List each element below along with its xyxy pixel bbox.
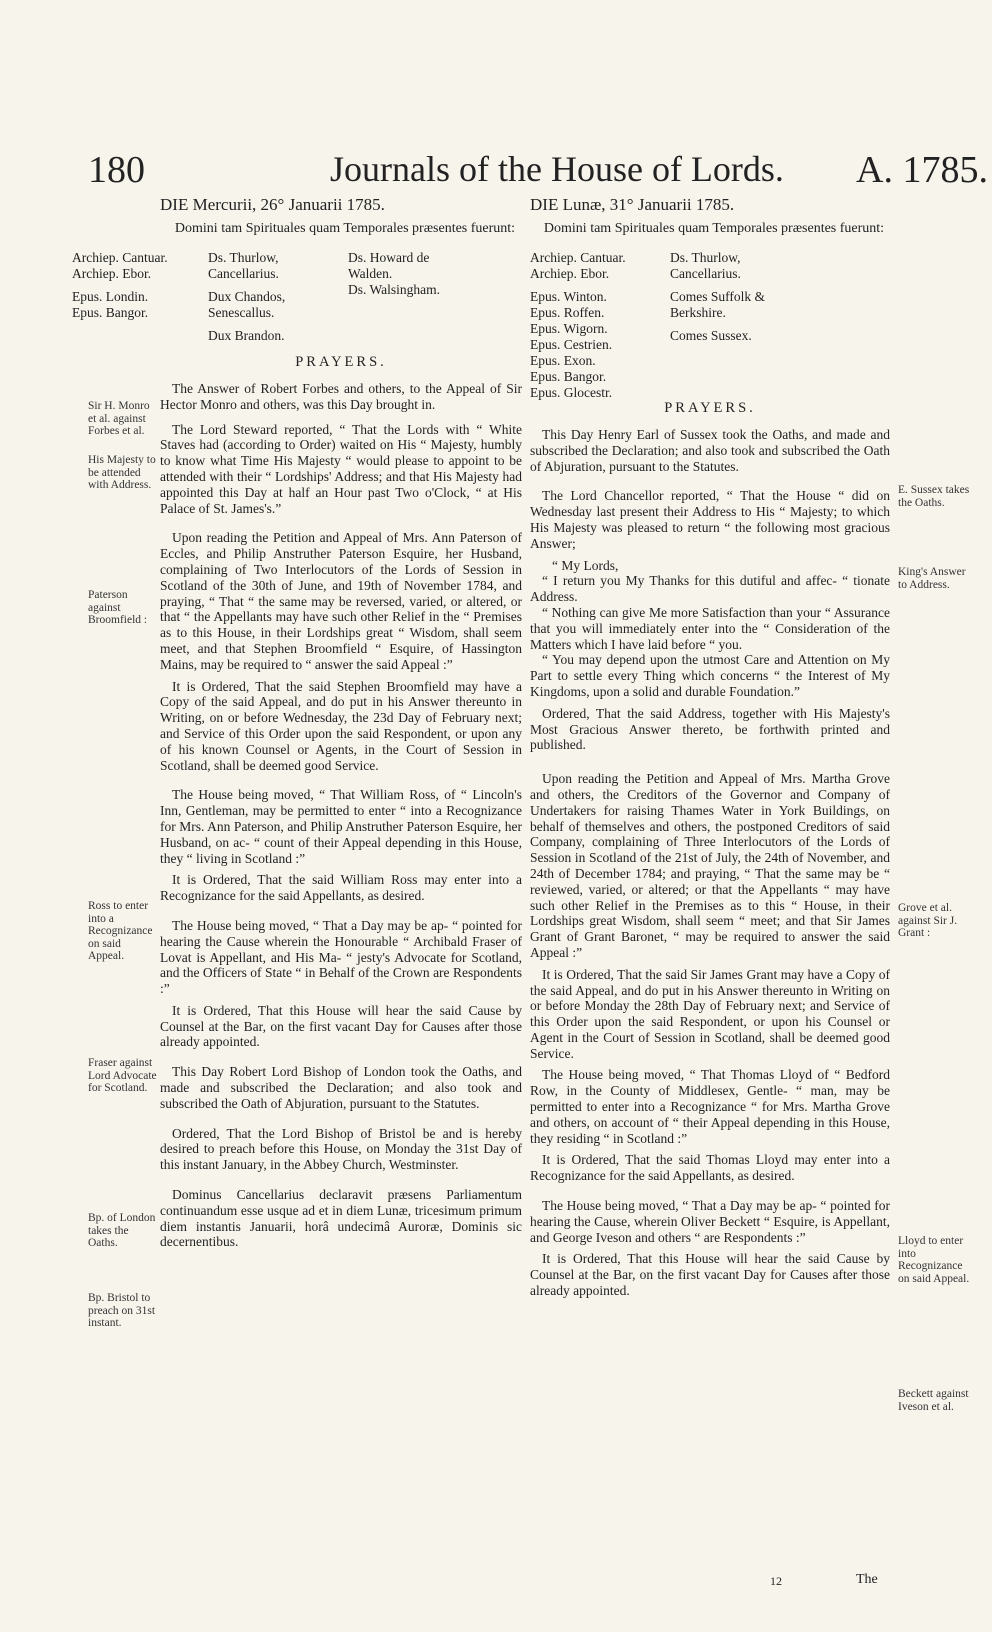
attendee: Epus. Exon. <box>530 353 596 368</box>
attendee: Epus. Londin. <box>72 289 149 304</box>
entry-paragraph: The House being moved, “ That a Day may be ap- “ pointed for hearing the Cause wherein the Honourable “ Archibald Fraser of Lovat is Appellant, and His Ma- “ jesty's Advocate for Scotland, and the Officers of State “ in Behalf of the Crown are Respondents :” <box>160 917 522 997</box>
right-present-heading: Domini tam Spirituales quam Temporales præsentes fuerunt: <box>543 221 885 236</box>
entry-paragraph: It is Ordered, That the said William Ross may enter into a Recognizance for the said Appellants, as desired. <box>160 872 522 904</box>
right-attendance <box>530 250 890 400</box>
margin-note: Ross to enter into a Recognizance on said Appeal. <box>88 900 153 962</box>
left-prayers: PRAYERS. <box>295 354 387 370</box>
left-attendance <box>72 250 522 354</box>
attendee: Dux Chandos, Senescallus. <box>208 289 286 320</box>
margin-note: Grove et al. against Sir J. Grant : <box>898 902 958 939</box>
entry-paragraph: It is Ordered, That the said Stephen Broomfield may have a Copy of the said Appeal, and do put in his Answer thereunto in Writing, on or before Wednesday, the 23d Day of February next; and Service of this Order upon the said Respondent, or upon any of his known Counsel or Agents, in the Court of Session in Scotland, shall be deemed good Service. <box>160 678 522 773</box>
page-number: 180 <box>88 149 145 191</box>
page-header <box>88 148 988 194</box>
entry-paragraph: It is Ordered, That this House will hear the said Cause by Counsel at the Bar, on the first vacant Day for Causes after those already appointed. <box>160 1002 522 1050</box>
margin-note: Beckett against Iveson et al. <box>898 1388 969 1413</box>
right-prayers: PRAYERS. <box>664 400 756 416</box>
margin-note: His Majesty to be attended with Address. <box>88 454 156 491</box>
left-present-heading: Domini tam Spirituales quam Temporales præsentes fuerunt: <box>174 221 516 236</box>
attendee: Archiep. Ebor. <box>72 266 152 281</box>
entry-paragraph: Ordered, That the said Address, together with His Majesty's Most Gracious Answer thereto, be forthwith printed and published. <box>530 705 890 753</box>
attendee: Epus. Wigorn. <box>530 321 608 336</box>
entry-paragraph: Dominus Cancellarius declaravit præsens Parliamentum continuandum esse usque ad et in diem Lunæ, tricesimum primum diem instantis Januarii, horâ undecimâ Auroræ, Dominis sic decernentibus. <box>160 1187 522 1250</box>
right-column <box>530 195 890 1299</box>
catchword: The <box>856 1572 878 1587</box>
margin-note: E. Sussex takes the Oaths. <box>898 484 970 509</box>
entry-paragraph: “ I return you My Thanks for this dutiful and affec- “ tionate Address. <box>530 573 890 605</box>
margin-note: Sir H. Monro et al. against Forbes et al. <box>88 400 150 437</box>
attendee: Archiep. Ebor. <box>530 266 610 281</box>
entry-paragraph: Upon reading the Petition and Appeal of Mrs. Martha Grove and others, the Creditors of the Governor and Company of Undertakers for raising Thames Water in York Buildings, on behalf of themselves and others, the postponed Creditors of said Company, complaining of Three Interlocutors of the Lords of Session in Scotland of the 21st of July, the 24th of November, and 24th of December 1784; and praying, “ That the same may be “ reviewed, varied, or altered; or that the Appellants “ may have such other Relief in the Premises as to this “ House, in their Lordships great Wisdom, shall seem “ meet; and that Sir James Grant of Grant Baronet, “ may be required to answer the said Appeal :” <box>530 771 890 960</box>
attendee: Archiep. Cantuar. <box>530 250 626 265</box>
entry-paragraph: The House being moved, “ That Thomas Lloyd of “ Bedford Row, in the County of Middlesex, Gentle- “ man, may be permitted to enter into a Recognizance “ for Mrs. Martha Grove and others, on account of “ their Appeal depending in this House, they residing “ in Scotland :” <box>530 1067 890 1146</box>
right-date: DIE Lunæ, 31° Januarii 1785. <box>530 195 735 214</box>
attendee: Epus. Winton. <box>530 289 607 304</box>
entry-paragraph: The Answer of Robert Forbes and others, to the Appeal of Sir Hector Monro and others, was this Day brought in. <box>160 381 522 412</box>
margin-note: Lloyd to enter into Recognizance on said Appeal. <box>898 1235 970 1285</box>
entry-paragraph: “ Nothing can give Me more Satisfaction than your “ Assurance that you will immediately enter into the “ Consideration of the Matters which I have laid before “ you. <box>530 604 890 652</box>
margin-note: Bp. Bristol to preach on 31st instant. <box>88 1292 156 1329</box>
entry-paragraph: This Day Henry Earl of Sussex took the Oaths, and made and subscribed the Declaration; and also took and subscribed the Oath of Abjuration, pursuant to the Statutes. <box>530 427 890 474</box>
entry-paragraph: It is Ordered, That the said Thomas Lloyd may enter into a Recognizance for the said Appellants, as desired. <box>530 1152 890 1184</box>
entry-paragraph: This Day Robert Lord Bishop of London took the Oaths, and made and subscribed the Declaration; and also took and subscribed the Oath of Abjuration, pursuant to the Statutes. <box>160 1064 522 1111</box>
attendee: Comes Sussex. <box>670 328 752 343</box>
entry-paragraph: It is Ordered, That the said Sir James Grant may have a Copy of the said Appeal, and do put in his Answer thereunto in Writing on or before Monday the 28th Day of February next; and Service of this Order upon the said Respondent, or upon his Counsel or Agent in the Court of Session in Scotland, shall be deemed good Service. <box>530 966 890 1061</box>
entry-paragraph: Upon reading the Petition and Appeal of Mrs. Ann Paterson of Eccles, and Philip Anstruther Paterson Esquire, her Husband, complaining of Two Interlocutors of the Lords of Session in Scotland of the 30th of June, and 19th of November 1784, and praying, “ That “ the same may be reversed, varied, or altered, or that “ the Appellants may have such other Relief in the “ Premises as to this House, in their Lordships great “ Wisdom, shall seem meet, and that Stephen Broomfield “ Esquire, of Hassington Mains, may be required to “ answer the said Appeal :” <box>160 530 522 672</box>
attendee: Ds. Thurlow, Cancellarius. <box>208 250 279 281</box>
entry-paragraph: The House being moved, “ That William Ross, of “ Lincoln's Inn, Gentleman, may be permitted to enter “ into a Recognizance for Mrs. Ann Paterson, and Philip Anstruther Paterson Esquire, her Husband, on ac- “ count of their Appeal depending in this House, they “ living in Scotland :” <box>160 787 522 866</box>
attendee: Epus. Bangor. <box>72 305 149 320</box>
margin-note: King's Answer to Address. <box>898 566 966 591</box>
entry-paragraph: The Lord Steward reported, “ That the Lords with “ White Staves had (according to Order) waited on His “ Majesty, humbly to know what Time His Majesty “ would please to appoint to be attended with their “ Lordships' Address; and that His Majesty had appointed this Day at half an Hour past Two o'Clock, “ at His Palace of St. James's.” <box>160 421 522 516</box>
entry-paragraph: “ You may depend upon the utmost Care and Attention on My Part to settle every Thing which concerns “ the Interest of My Kingdoms, upon a solid and durable Foundation.” <box>530 652 890 699</box>
entry-paragraph: “ My Lords, <box>552 557 619 573</box>
attendee: Ds. Thurlow, Cancellarius. <box>670 250 741 281</box>
entry-paragraph: It is Ordered, That this House will hear the said Cause by Counsel at the Bar, on the first vacant Day for Causes after those already appointed. <box>530 1251 890 1299</box>
attendee: Comes Suffolk & Berkshire. <box>670 289 766 320</box>
attendee: Epus. Cestrien. <box>530 337 613 352</box>
attendee: Dux Brandon. <box>208 328 285 343</box>
attendee: Archiep. Cantuar. <box>72 250 168 265</box>
attendee: Epus. Glocestr. <box>530 385 613 400</box>
attendee: Ds. Howard de Walden. <box>348 250 430 281</box>
margin-note: Bp. of London takes the Oaths. <box>88 1212 156 1249</box>
attendee: Epus. Roffen. <box>530 305 605 320</box>
year-label: A. 1785. <box>856 149 988 191</box>
margin-note: Paterson against Broomfield : <box>88 589 148 626</box>
entry-paragraph: Ordered, That the Lord Bishop of Bristol be and is hereby desired to preach before this House, on Monday the 31st Day of this instant January, in the Abbey Church, Westminster. <box>160 1125 522 1173</box>
signature-mark: 12 <box>770 1574 782 1588</box>
left-date: DIE Mercurii, 26° Januarii 1785. <box>160 195 385 214</box>
attendee: Epus. Bangor. <box>530 369 607 384</box>
attendee: Ds. Walsingham. <box>348 282 441 297</box>
entry-paragraph: The Lord Chancellor reported, “ That the House “ did on Wednesday last present their Address to His “ Majesty; to which His Majesty was pleased to return “ the following most gracious Answer; <box>530 488 890 551</box>
margin-note: Fraser against Lord Advocate for Scotland. <box>88 1057 157 1094</box>
entry-paragraph: The House being moved, “ That a Day may be ap- “ pointed for hearing the Cause, wherein Oliver Beckett “ Esquire, is Appellant, and George Iveson and others “ are Respondents :” <box>530 1198 890 1245</box>
journal-title: Journals of the House of Lords. <box>330 149 784 189</box>
